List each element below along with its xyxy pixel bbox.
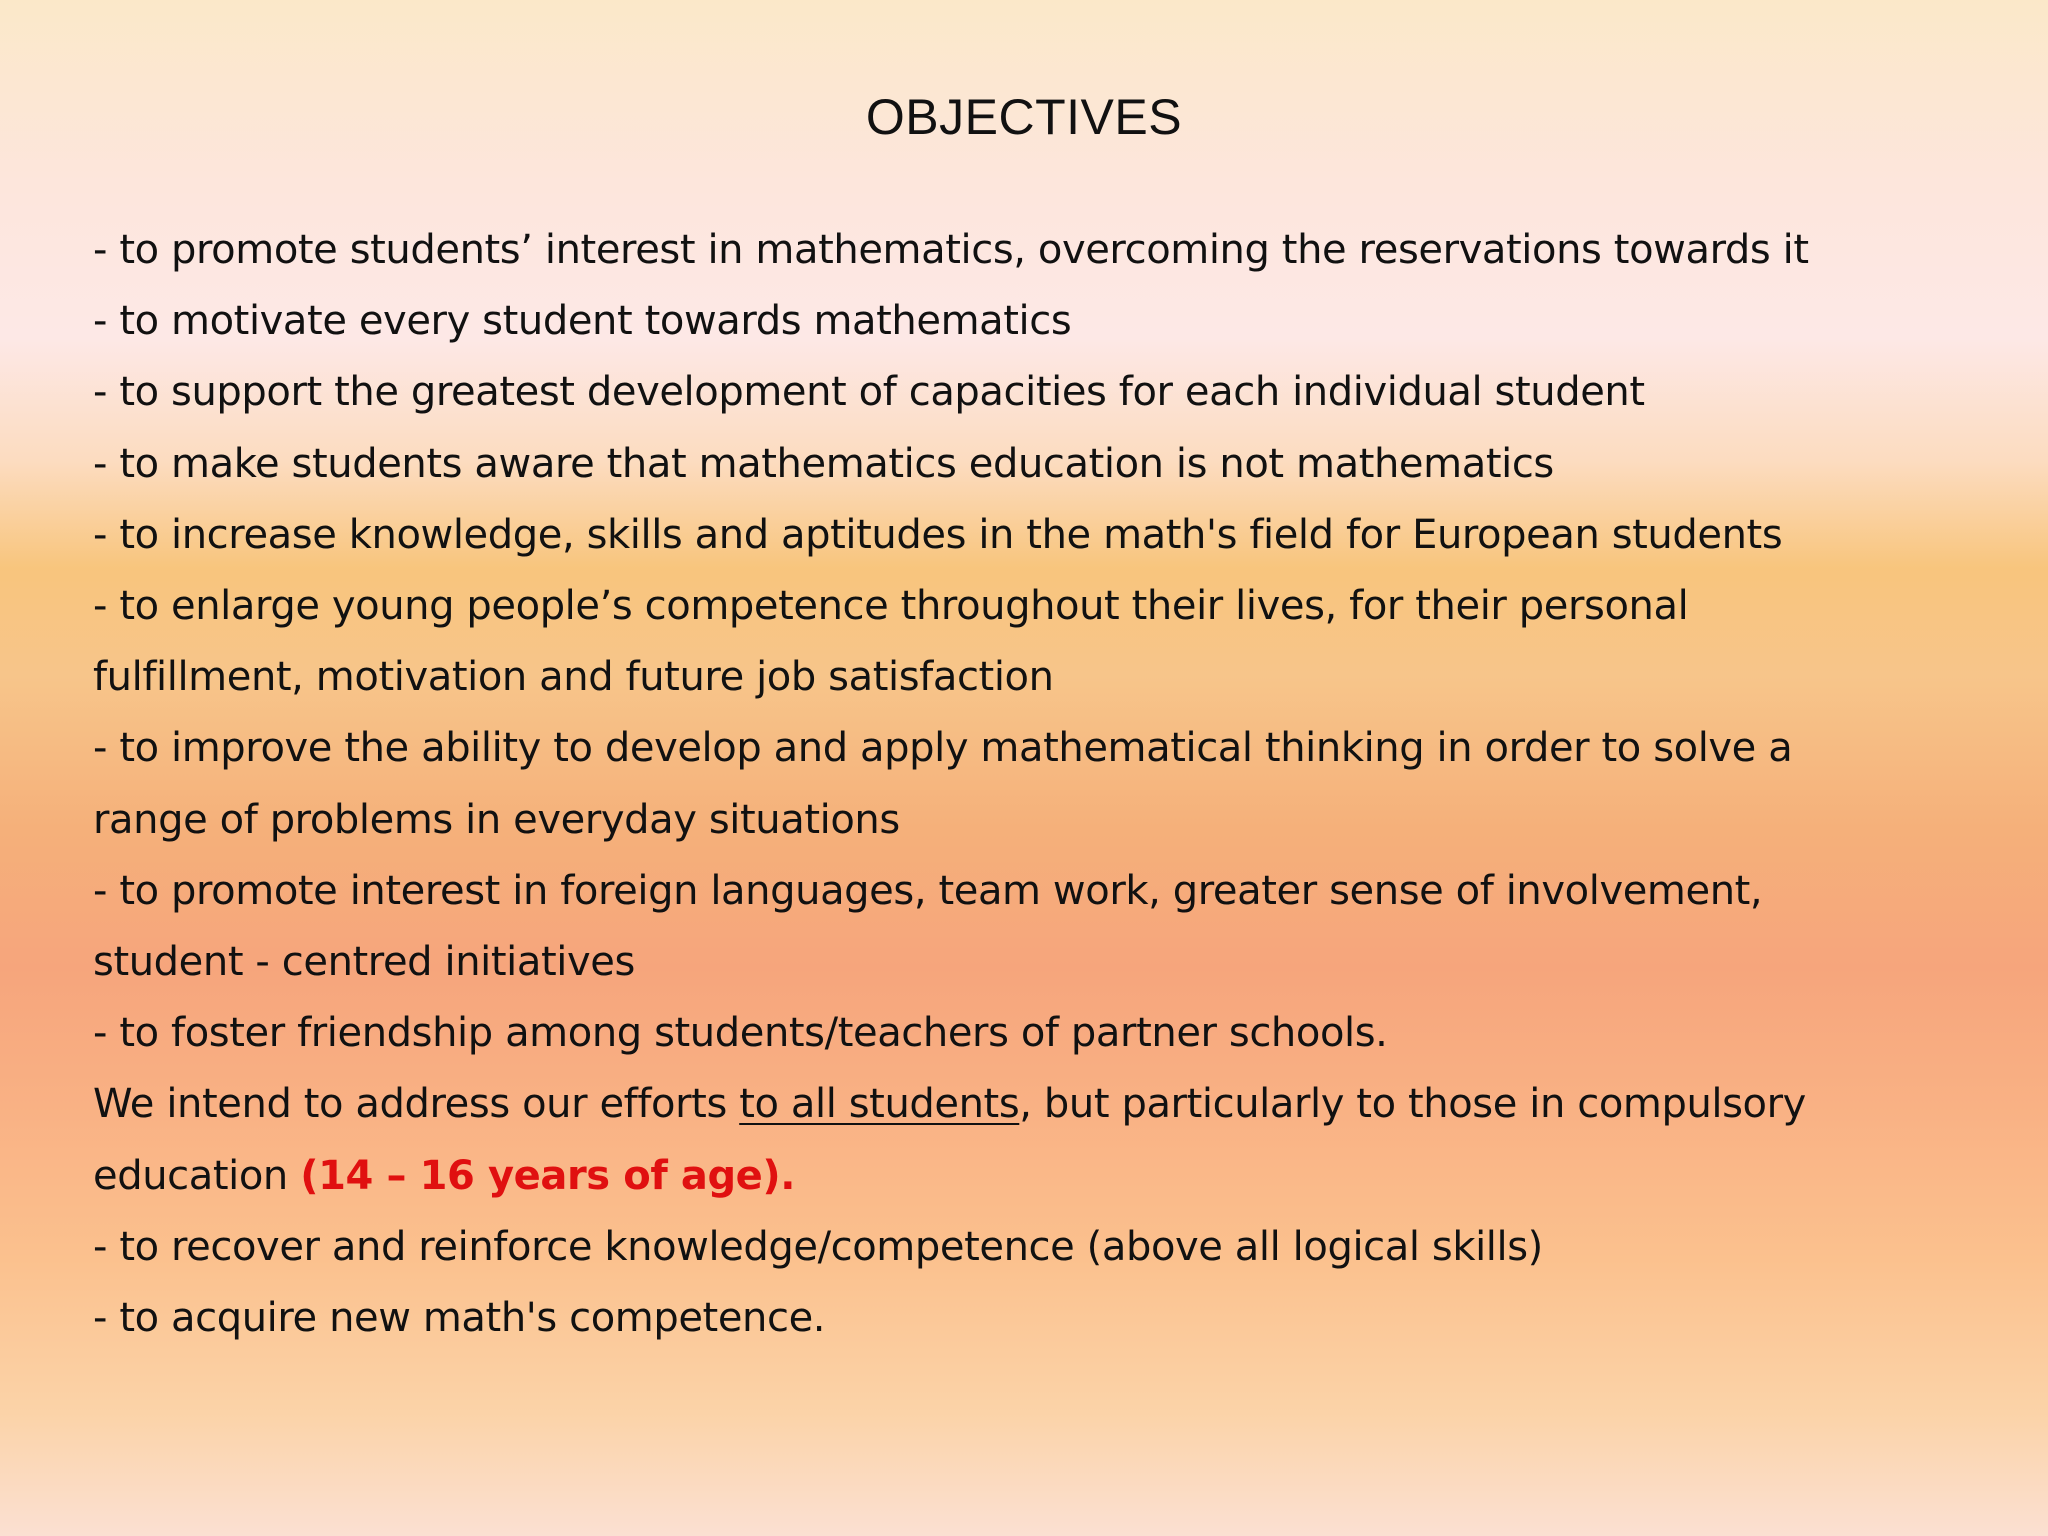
objective-line: - to support the greatest development of capacities for each individual student [93, 369, 1645, 416]
objectives-body [93, 215, 1993, 1354]
intent-line [93, 1069, 1993, 1140]
objective-line: student - centred initiatives [93, 939, 635, 986]
objective-line: - to foster friendship among students/teachers of partner schools. [93, 1010, 1388, 1057]
objective-line: - to promote interest in foreign languages, team work, greater sense of involvement, [93, 867, 1763, 914]
objective-line: - to promote students’ interest in mathematics, overcoming the reservations towards it [93, 227, 1809, 273]
objective-line: - to increase knowledge, skills and aptitudes in the math's field for European students [93, 511, 1783, 558]
objective-line: - to enlarge young people’s competence throughout their lives, for their personal [93, 583, 1689, 630]
objective-line: - to improve the ability to develop and apply mathematical thinking in order to solve a [93, 725, 1793, 772]
objective-line: - to recover and reinforce knowledge/competence (above all logical skills) [93, 1223, 1543, 1270]
intent-suffix: , but particularly to those in compulsory [1019, 1081, 1806, 1128]
age-range-highlight: (14 – 16 years of age). [300, 1152, 796, 1199]
intent-line-2 [93, 1141, 1993, 1212]
objective-line: fulfillment, motivation and future job satisfaction [93, 654, 1054, 701]
objective-line: - to make students aware that mathematics education is not mathematics [93, 440, 1554, 487]
intent-prefix: We intend to address our efforts [93, 1081, 740, 1128]
objective-line: range of problems in everyday situations [93, 796, 900, 843]
intent-underlined: to all students [739, 1081, 1020, 1128]
intent-line2-prefix: education [93, 1152, 301, 1199]
objective-line: - to acquire new math's competence. [93, 1295, 826, 1342]
objective-line: - to motivate every student towards mathematics [93, 298, 1072, 345]
slide-title: OBJECTIVES [865, 89, 1183, 145]
